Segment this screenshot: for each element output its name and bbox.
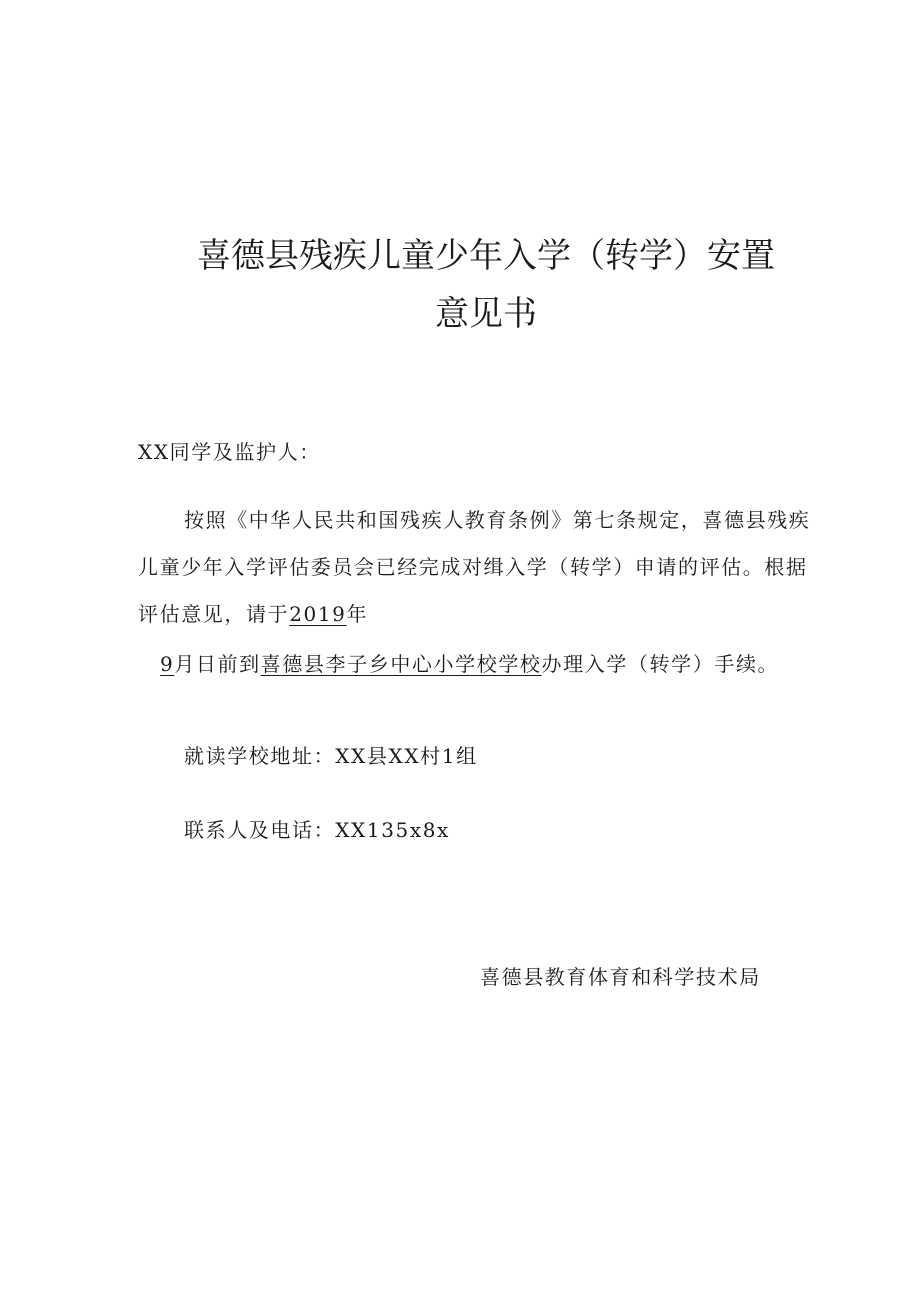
deadline-month: 9	[160, 652, 175, 676]
deadline-year: 2019	[289, 602, 347, 626]
contact-info: 联系人及电话：XX135x8x	[184, 818, 450, 842]
issuing-authority: 喜德县教育体育和科学技术局	[480, 965, 761, 989]
body-line-2: 儿童少年入学评估委员会已经完成对缉入学（转学）申请的评估。根据	[138, 555, 808, 579]
school-address: 就读学校地址：XX县XX村1组	[184, 744, 478, 768]
body-line-4	[160, 648, 779, 677]
document-title-line-2: 意见书	[435, 294, 537, 334]
school-name: 喜德县李子乡中心小学校学校	[260, 652, 542, 676]
body-line-3-prefix: 评估意见，请于	[138, 602, 290, 626]
body-line-3-suffix: 年	[346, 602, 369, 626]
document-title-line-1: 喜德县残疾儿童少年入学（转学）安置	[197, 236, 775, 276]
body-line-4-suffix: 办理入学（转学）手续。	[541, 652, 780, 676]
salutation: XX同学及监护人：	[138, 440, 321, 464]
body-line-4-mid: 月日前到	[174, 652, 261, 676]
body-line-1: 按照《中华人民共和国残疾人教育条例》第七条规定，喜德县残疾	[184, 508, 811, 532]
body-line-3	[138, 598, 368, 627]
